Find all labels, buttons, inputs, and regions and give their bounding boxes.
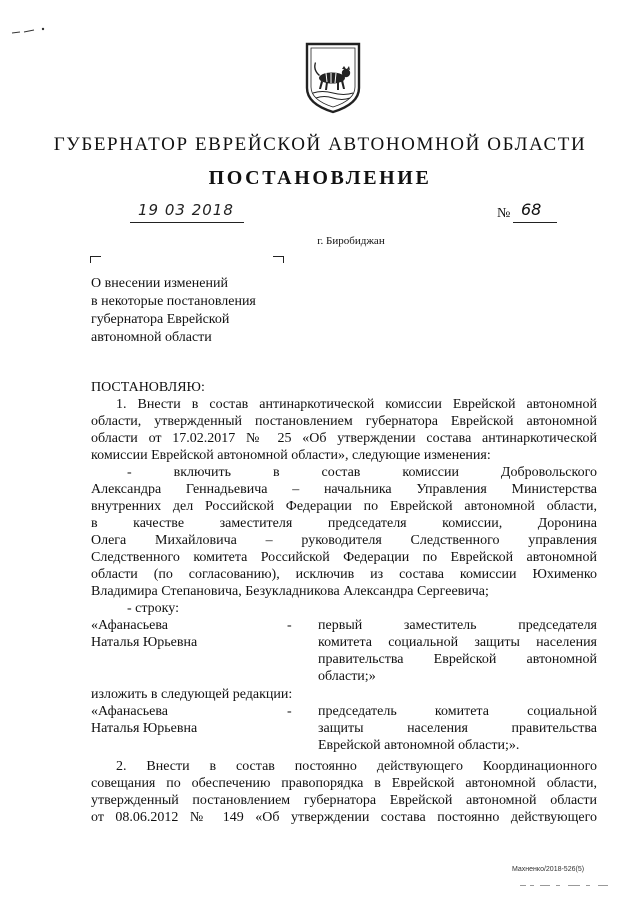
paragraph-1-line: области, утвержденный постановлением губернатора Еврейской автономной bbox=[91, 414, 597, 429]
member-position: защиты населения правительства bbox=[318, 721, 597, 736]
scan-mark bbox=[10, 26, 50, 36]
title-bracket-left bbox=[90, 256, 101, 263]
paragraph-include-line: внутренних дел Российской Федерации по Еврейской автономной области, bbox=[91, 499, 597, 514]
amendment-label: изложить в следующей редакции: bbox=[91, 687, 293, 702]
paragraph-include-line: Владимира Степановича, Безукладникова Александра Сергеевича; bbox=[91, 584, 489, 599]
paragraph-2-line: утвержденный постановлением губернатора Еврейской автономной области bbox=[91, 793, 597, 808]
coat-of-arms-tiger-icon bbox=[302, 40, 364, 116]
title-line: автономной области bbox=[91, 330, 212, 345]
member-position: правительства Еврейской автономной bbox=[318, 652, 597, 667]
city-label: г. Биробиджан bbox=[317, 235, 385, 247]
paragraph-include-line: Александра Геннадьевича – начальника Управления Министерства bbox=[91, 482, 597, 497]
number-underline bbox=[513, 222, 557, 223]
member-position: председатель комитета социальной bbox=[318, 704, 597, 719]
paragraph-1-line: 1. Внести в состав антинаркотической комиссии Еврейской автономной bbox=[116, 397, 597, 412]
document-title bbox=[91, 275, 331, 347]
title-bracket-right bbox=[273, 256, 284, 263]
paragraph-2-line: 2. Внести в состав постоянно действующего Координационного bbox=[116, 759, 597, 774]
paragraph-include-line: области (по согласованию), исключив из состава комиссии Юхименко bbox=[91, 567, 597, 582]
member-position: комитета социальной защиты населения bbox=[318, 635, 597, 650]
decree-operative-word: ПОСТАНОВЛЯЮ: bbox=[91, 380, 205, 395]
member-name: «Афанасьева bbox=[91, 618, 169, 633]
member-name: Наталья Юрьевна bbox=[91, 721, 198, 736]
paragraph-1-line: области от 17.02.2017 № 25 «Об утверждении состава антинаркотической bbox=[91, 431, 597, 446]
paragraph-include-line: в качестве заместителя председателя комиссии, Доронина bbox=[91, 516, 597, 531]
issuer-heading: ГУБЕРНАТОР ЕВРЕЙСКОЙ АВТОНОМНОЙ ОБЛАСТИ bbox=[53, 134, 587, 155]
title-line: О внесении изменений bbox=[91, 276, 228, 291]
line-label: - строку: bbox=[127, 601, 179, 616]
document-number: 68 bbox=[521, 200, 542, 219]
number-sign: № bbox=[497, 206, 511, 221]
scan-noise bbox=[520, 884, 610, 887]
paragraph-include-line: - включить в состав комиссии Добровольского bbox=[127, 465, 597, 480]
date-underline bbox=[130, 222, 244, 223]
paragraph-include-line: Олега Михайловича – руководителя Следственного управления bbox=[91, 533, 597, 548]
title-line: в некоторые постановления bbox=[91, 294, 256, 309]
member-position: первый заместитель председателя bbox=[318, 618, 597, 633]
name-dash: - bbox=[287, 704, 292, 719]
paragraph-2-line: совещания по обеспечению правопорядка в Еврейской автономной области, bbox=[91, 776, 597, 791]
footer-executor-code: Махненко/2018-526(5) bbox=[512, 866, 585, 873]
title-line: губернатора Еврейской bbox=[91, 312, 230, 327]
member-position: области;» bbox=[318, 669, 376, 684]
document-date: 19 03 2018 bbox=[138, 201, 234, 219]
paragraph-2-line: от 08.06.2012 № 149 «Об утверждении состава постоянно действующего bbox=[91, 810, 597, 825]
member-name: Наталья Юрьевна bbox=[91, 635, 198, 650]
name-dash: - bbox=[287, 618, 292, 633]
member-name: «Афанасьева bbox=[91, 704, 169, 719]
paragraph-1-line: комиссии Еврейской автономной области», следующие изменения: bbox=[91, 448, 491, 463]
document-type: ПОСТАНОВЛЕНИЕ bbox=[208, 167, 432, 189]
paragraph-include-line: Следственного комитета Российской Федерации по Еврейской автономной bbox=[91, 550, 597, 565]
member-position: Еврейской автономной области;». bbox=[318, 738, 520, 753]
